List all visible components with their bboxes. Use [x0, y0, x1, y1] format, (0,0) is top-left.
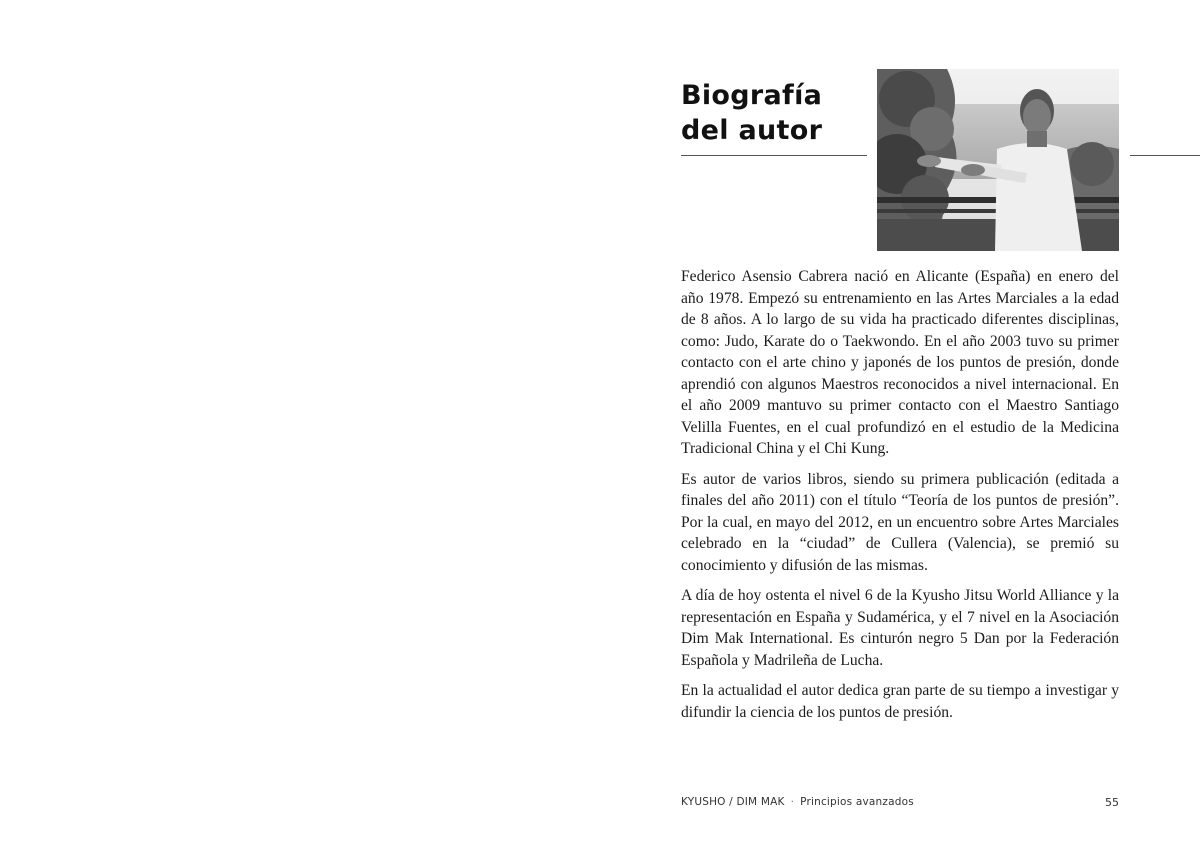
author-photo: [877, 69, 1119, 251]
paragraph-2: Es autor de varios libros, siendo su primera publicación (editada a finales del año 2011) con el título “Teoría de los puntos de presión”. Por la cual, en mayo del 2012, en un encuentro sobre Artes Marciales celebrado en la “ciudad” de Cullera (Valencia), se premió su conocimiento y difusión de las mismas.: [681, 470, 1119, 574]
title-line-1: Biografía: [681, 80, 823, 111]
page-footer: [681, 796, 1119, 812]
margin-rule: [1130, 155, 1200, 156]
biography-text: [681, 266, 1119, 732]
page-number: 55: [1105, 796, 1119, 809]
paragraph-3: A día de hoy ostenta el nivel 6 de la Kyusho Jitsu World Alliance y la representación en España y Sudamérica, y el 7 nivel en la Asociación Dim Mak International. Es cinturón negro 5 Dan por la Federación Española y Madrileña de Lucha.: [681, 587, 1119, 669]
author-portrait-image: [877, 69, 1119, 251]
paragraph-1: Federico Asensio Cabrera nació en Alicante (España) en enero del año 1978. Empezó su entrenamiento en las Artes Marciales a la edad de 8 años. A lo largo de su vida ha practicado diferentes disciplinas, como: Judo, Karate do o Taekwondo. En el año 2003 tuvo su primer contacto con el arte chino y japonés de los puntos de presión, donde aprendió con algunos Maestros reconocidos a nivel internacional. En el año 2009 mantuvo su primer contacto con el Maestro Santiago Velilla Fuentes, en el cual profundizó en el estudio de la Medicina Tradicional China y el Chi Kung.: [681, 268, 1119, 457]
paragraph-4: En la actualidad el autor dedica gran parte de su tiempo a investigar y difundir la ciencia de los puntos de presión.: [681, 682, 1119, 721]
page-title: [681, 78, 822, 148]
section-title: Principios avanzados: [800, 796, 914, 808]
title-underline: [681, 155, 867, 156]
book-title: KYUSHO / DIM MAK: [681, 796, 785, 808]
title-line-2: del autor: [681, 115, 823, 146]
footer-separator: ·: [790, 796, 795, 808]
running-header: [681, 796, 914, 808]
